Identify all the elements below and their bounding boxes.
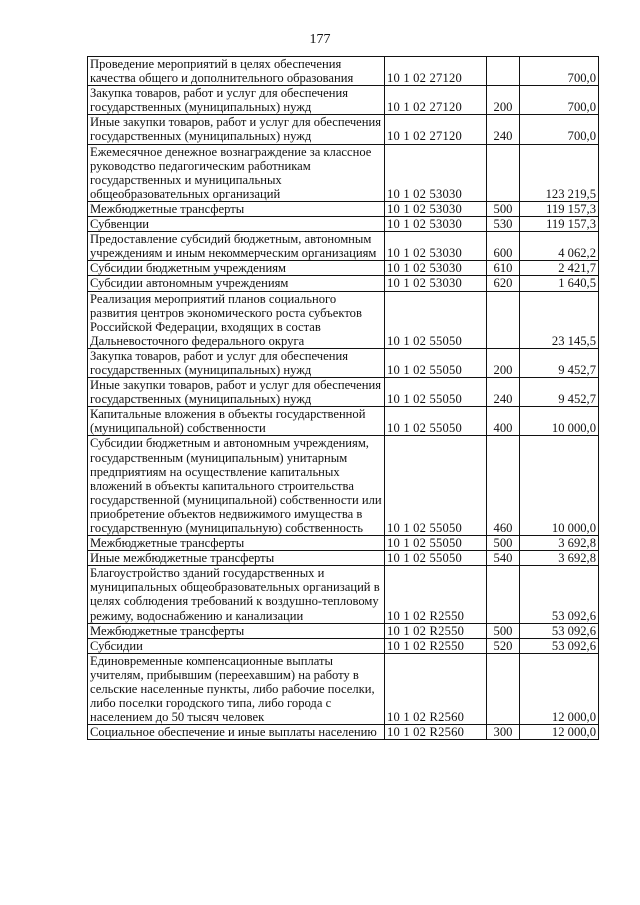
- row-code-cell: 10 1 02 53030: [385, 217, 487, 232]
- row-amount-cell: 700,0: [520, 115, 599, 144]
- row-expense-type-cell: 500: [487, 623, 520, 638]
- row-amount-cell: 53 092,6: [520, 623, 599, 638]
- row-name-cell: Иные закупки товаров, работ и услуг для обеспечения государственных (муниципальных) нужд: [88, 378, 385, 407]
- row-expense-type-cell: 500: [487, 536, 520, 551]
- row-name-cell: Субсидии автономным учреждениям: [88, 276, 385, 291]
- row-code-cell: 10 1 02 R2560: [385, 653, 487, 724]
- row-amount-cell: 10 000,0: [520, 407, 599, 436]
- row-name-cell: Закупка товаров, работ и услуг для обеспечения государственных (муниципальных) нужд: [88, 348, 385, 377]
- table-row: [88, 57, 599, 86]
- row-amount-cell: 1 640,5: [520, 276, 599, 291]
- table-row: [88, 291, 599, 348]
- row-expense-type-cell: 300: [487, 725, 520, 740]
- table-row: [88, 407, 599, 436]
- row-code-cell: 10 1 02 55050: [385, 436, 487, 536]
- row-name-cell: Межбюджетные трансферты: [88, 201, 385, 216]
- row-expense-type-cell: 460: [487, 436, 520, 536]
- table-row: [88, 261, 599, 276]
- row-code-cell: 10 1 02 55050: [385, 536, 487, 551]
- row-code-cell: 10 1 02 R2550: [385, 566, 487, 623]
- row-amount-cell: 9 452,7: [520, 378, 599, 407]
- table-row: [88, 725, 599, 740]
- row-amount-cell: 12 000,0: [520, 653, 599, 724]
- row-expense-type-cell: 530: [487, 217, 520, 232]
- row-name-cell: Иные закупки товаров, работ и услуг для обеспечения государственных (муниципальных) нужд: [88, 115, 385, 144]
- row-code-cell: 10 1 02 55050: [385, 551, 487, 566]
- row-expense-type-cell: [487, 144, 520, 201]
- row-name-cell: Благоустройство зданий государственных и муниципальных общеобразовательных организаций в целях соблюдения требований к воздушно-тепловому режиму, водоснабжению и канализации: [88, 566, 385, 623]
- table-row: [88, 623, 599, 638]
- row-amount-cell: 4 062,2: [520, 232, 599, 261]
- table-row: [88, 144, 599, 201]
- row-code-cell: 10 1 02 55050: [385, 291, 487, 348]
- row-code-cell: 10 1 02 53030: [385, 261, 487, 276]
- row-code-cell: 10 1 02 27120: [385, 86, 487, 115]
- table-row: [88, 551, 599, 566]
- row-expense-type-cell: 500: [487, 201, 520, 216]
- row-expense-type-cell: 200: [487, 86, 520, 115]
- row-expense-type-cell: 400: [487, 407, 520, 436]
- row-amount-cell: 2 421,7: [520, 261, 599, 276]
- row-amount-cell: 12 000,0: [520, 725, 599, 740]
- table-row: [88, 86, 599, 115]
- row-code-cell: 10 1 02 R2560: [385, 725, 487, 740]
- row-amount-cell: 10 000,0: [520, 436, 599, 536]
- row-amount-cell: 9 452,7: [520, 348, 599, 377]
- row-name-cell: Проведение мероприятий в целях обеспечения качества общего и дополнительного образования: [88, 57, 385, 86]
- row-expense-type-cell: 240: [487, 115, 520, 144]
- table-row: [88, 276, 599, 291]
- row-amount-cell: 119 157,3: [520, 217, 599, 232]
- page-number: 177: [309, 32, 331, 47]
- table-row: [88, 638, 599, 653]
- row-code-cell: 10 1 02 53030: [385, 276, 487, 291]
- row-amount-cell: 123 219,5: [520, 144, 599, 201]
- row-expense-type-cell: 600: [487, 232, 520, 261]
- row-amount-cell: 23 145,5: [520, 291, 599, 348]
- row-expense-type-cell: [487, 57, 520, 86]
- table-row: [88, 436, 599, 536]
- row-amount-cell: 3 692,8: [520, 551, 599, 566]
- row-code-cell: 10 1 02 R2550: [385, 623, 487, 638]
- row-expense-type-cell: 240: [487, 378, 520, 407]
- row-code-cell: 10 1 02 R2550: [385, 638, 487, 653]
- table-row: [88, 115, 599, 144]
- row-expense-type-cell: 620: [487, 276, 520, 291]
- row-code-cell: 10 1 02 27120: [385, 57, 487, 86]
- table-row: [88, 232, 599, 261]
- row-expense-type-cell: [487, 653, 520, 724]
- table-row: [88, 348, 599, 377]
- row-code-cell: 10 1 02 53030: [385, 144, 487, 201]
- row-amount-cell: 53 092,6: [520, 638, 599, 653]
- budget-table: [87, 56, 599, 740]
- row-code-cell: 10 1 02 27120: [385, 115, 487, 144]
- row-name-cell: Предоставление субсидий бюджетным, автономным учреждениям и иным некоммерческим организациям: [88, 232, 385, 261]
- table-row: [88, 217, 599, 232]
- row-name-cell: Субвенции: [88, 217, 385, 232]
- row-expense-type-cell: 610: [487, 261, 520, 276]
- row-name-cell: Реализация мероприятий планов социального развития центров экономического роста субъектов Российской Федерации, входящих в состав Дальневосточного федерального округа: [88, 291, 385, 348]
- row-code-cell: 10 1 02 55050: [385, 407, 487, 436]
- row-name-cell: Социальное обеспечение и иные выплаты населению: [88, 725, 385, 740]
- row-expense-type-cell: [487, 566, 520, 623]
- row-amount-cell: 700,0: [520, 86, 599, 115]
- row-code-cell: 10 1 02 53030: [385, 232, 487, 261]
- row-name-cell: Капитальные вложения в объекты государственной (муниципальной) собственности: [88, 407, 385, 436]
- table-row: [88, 566, 599, 623]
- row-amount-cell: 3 692,8: [520, 536, 599, 551]
- budget-table-body: [88, 57, 599, 740]
- row-name-cell: Единовременные компенсационные выплаты учителям, прибывшим (переехавшим) на работу в сельские населенные пункты, либо рабочие поселки, либо поселки городского типа, либо города с населением до 50 тысяч человек: [88, 653, 385, 724]
- row-name-cell: Закупка товаров, работ и услуг для обеспечения государственных (муниципальных) нужд: [88, 86, 385, 115]
- row-expense-type-cell: 540: [487, 551, 520, 566]
- table-row: [88, 653, 599, 724]
- row-code-cell: 10 1 02 53030: [385, 201, 487, 216]
- row-amount-cell: 700,0: [520, 57, 599, 86]
- row-name-cell: Ежемесячное денежное вознаграждение за классное руководство педагогическим работникам государственных и муниципальных общеобразовательных организаций: [88, 144, 385, 201]
- row-name-cell: Иные межбюджетные трансферты: [88, 551, 385, 566]
- row-name-cell: Субсидии: [88, 638, 385, 653]
- table-row: [88, 536, 599, 551]
- row-amount-cell: 53 092,6: [520, 566, 599, 623]
- row-name-cell: Межбюджетные трансферты: [88, 623, 385, 638]
- table-row: [88, 201, 599, 216]
- row-expense-type-cell: [487, 291, 520, 348]
- table-row: [88, 378, 599, 407]
- row-amount-cell: 119 157,3: [520, 201, 599, 216]
- row-code-cell: 10 1 02 55050: [385, 348, 487, 377]
- row-code-cell: 10 1 02 55050: [385, 378, 487, 407]
- row-name-cell: Субсидии бюджетным учреждениям: [88, 261, 385, 276]
- row-expense-type-cell: 520: [487, 638, 520, 653]
- row-name-cell: Субсидии бюджетным и автономным учреждениям, государственным (муниципальным) унитарным предприятиям на осуществление капитальных вложений в объекты капитального строительства государственной (муниципальной) собственности или приобретение объектов недвижимого имущества в государственную (муниципальную) собственность: [88, 436, 385, 536]
- row-expense-type-cell: 200: [487, 348, 520, 377]
- row-name-cell: Межбюджетные трансферты: [88, 536, 385, 551]
